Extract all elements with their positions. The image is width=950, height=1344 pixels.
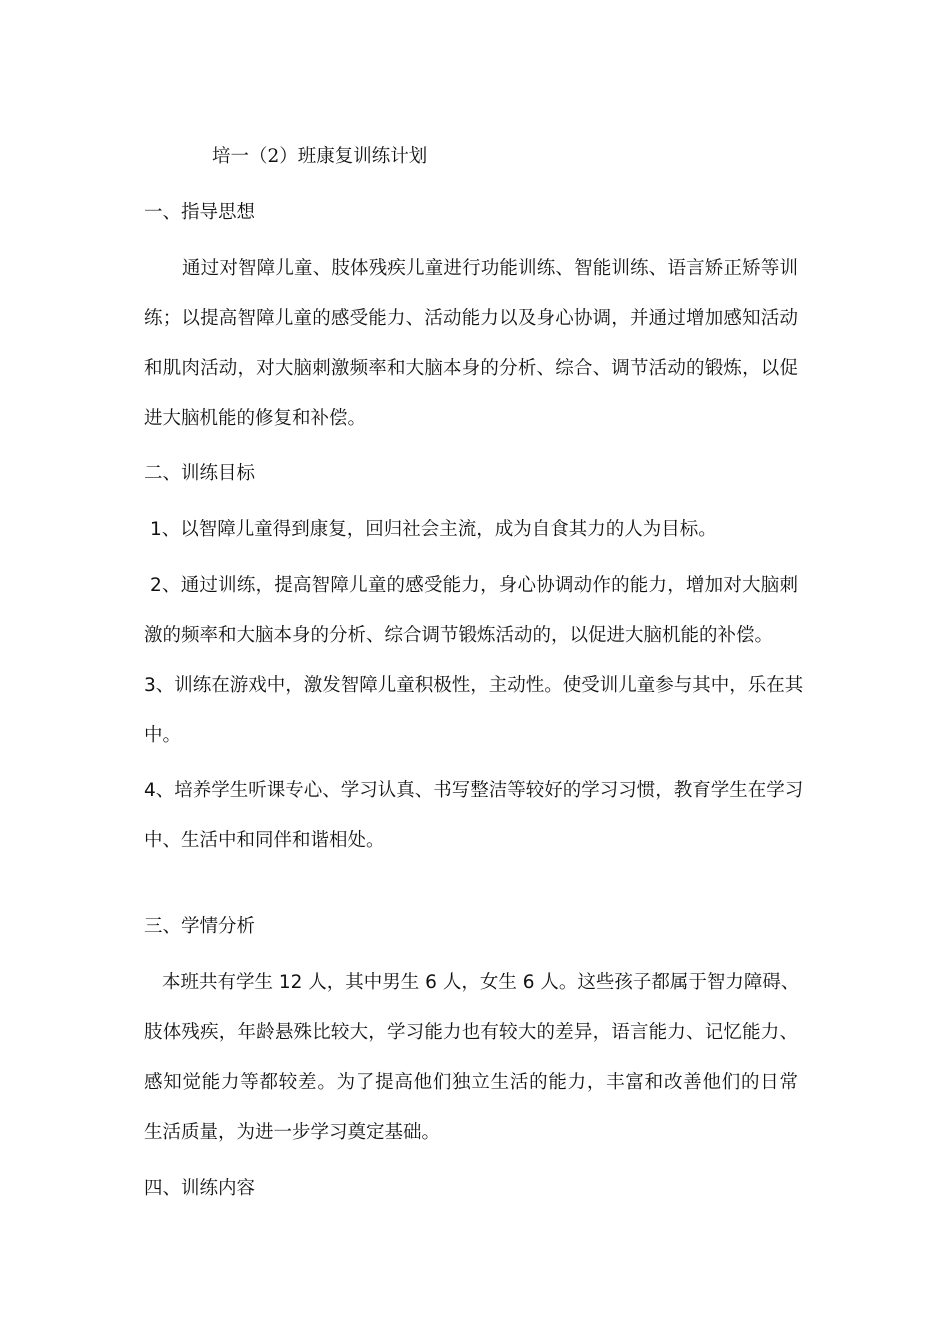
goal-item: 3、训练在游戏中，激发智障儿童积极性，主动性。使受训儿童参与其中，乐在其 (144, 675, 804, 696)
paragraph-line: 感知觉能力等都较差。为了提高他们独立生活的能力，丰富和改善他们的日常 (144, 1072, 798, 1093)
paragraph-line: 肢体残疾，年龄悬殊比较大，学习能力也有较大的差异，语言能力、记忆能力、 (144, 1022, 798, 1043)
document-title: 培一（2）班康复训练计划 (212, 146, 428, 167)
goal-item: 4、培养学生听课专心、学习认真、书写整洁等较好的学习习惯，教育学生在学习 (144, 780, 804, 801)
goal-item-continuation: 中。 (144, 725, 182, 746)
section-heading-guiding-idea: 一、指导思想 (144, 202, 256, 223)
paragraph-line: 进大脑机能的修复和补偿。 (144, 408, 367, 429)
paragraph-line: 通过对智障儿童、肢体残疾儿童进行功能训练、智能训练、语言矫正矫等训 (182, 258, 798, 279)
section-heading-training-goals: 二、训练目标 (144, 463, 256, 484)
paragraph-line: 本班共有学生 12 人，其中男生 6 人，女生 6 人。这些孩子都属于智力障碍、 (162, 972, 800, 993)
goal-item-continuation: 激的频率和大脑本身的分析、综合调节锻炼活动的，以促进大脑机能的补偿。 (144, 625, 774, 646)
paragraph-line: 和肌肉活动，对大脑刺激频率和大脑本身的分析、综合、调节活动的锻炼，以促 (144, 358, 798, 379)
goal-item: 2、通过训练，提高智障儿童的感受能力，身心协调动作的能力，增加对大脑刺 (150, 575, 798, 596)
goal-item: 1、以智障儿童得到康复，回归社会主流，成为自食其力的人为目标。 (150, 519, 717, 540)
goal-item-continuation: 中、生活中和同伴和谐相处。 (144, 830, 385, 851)
paragraph-line: 练；以提高智障儿童的感受能力、活动能力以及身心协调，并通过增加感知活动 (144, 308, 798, 329)
section-heading-learning-analysis: 三、学情分析 (144, 916, 256, 937)
paragraph-line: 生活质量，为进一步学习奠定基础。 (144, 1122, 441, 1143)
section-heading-training-content: 四、训练内容 (144, 1178, 256, 1199)
